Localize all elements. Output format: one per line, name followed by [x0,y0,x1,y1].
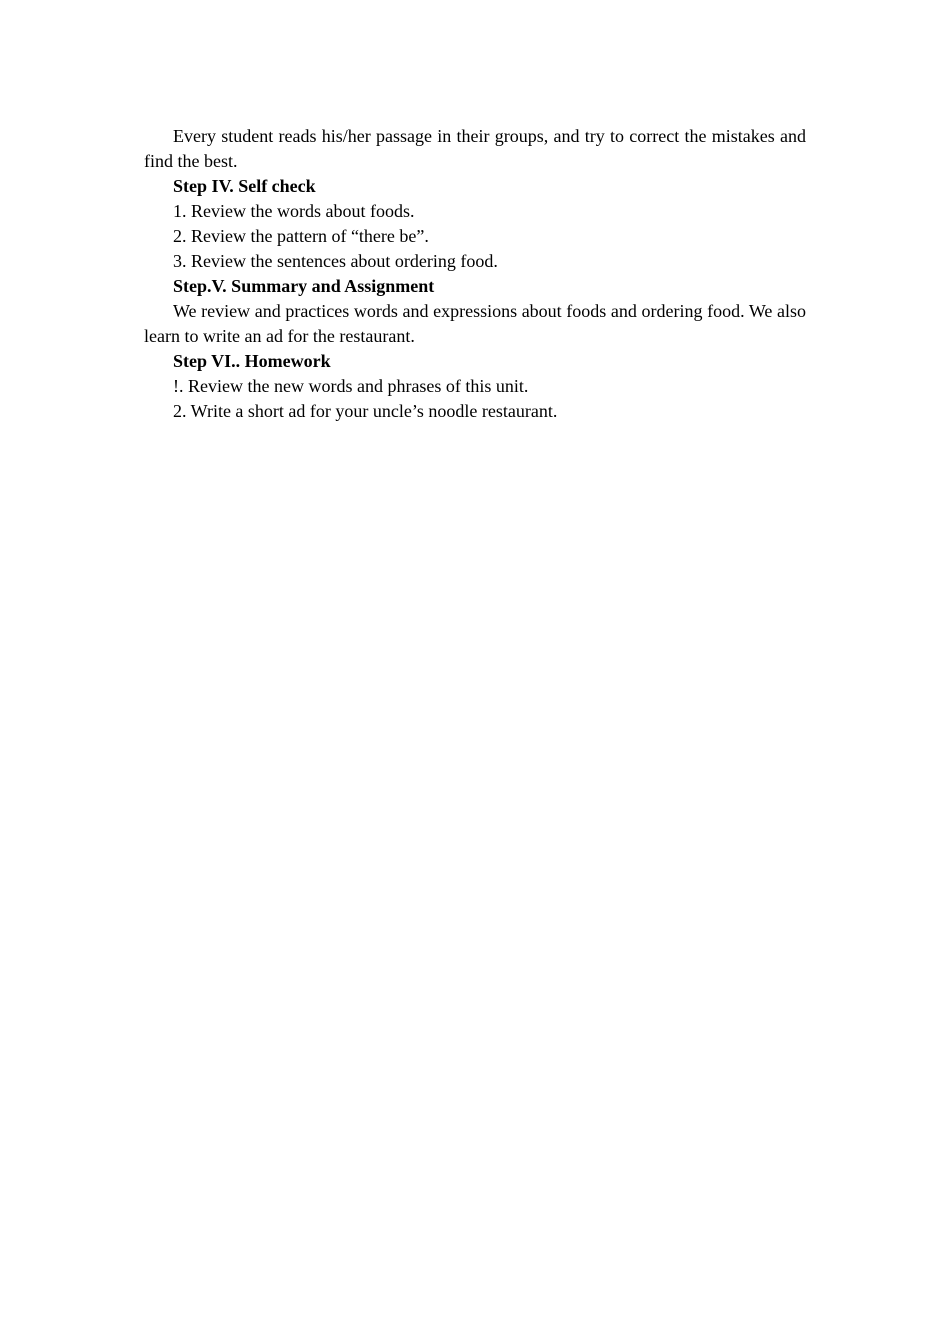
step-v-heading: Step.V. Summary and Assignment [173,276,435,296]
summary-paragraph: We review and practices words and expressions about foods and ordering food. We also learn to write an ad for the restaurant. [144,301,806,346]
step-vi-heading: Step VI.. Homework [173,351,331,371]
step-iv-heading: Step IV. Self check [173,176,316,196]
intro-paragraph: Every student reads his/her passage in their groups, and try to correct the mistakes and find the best. [144,126,806,171]
document-body [144,124,806,424]
homework-item: !. Review the new words and phrases of this unit. [173,376,529,396]
homework-item: 2. Write a short ad for your uncle’s noodle restaurant. [173,401,558,421]
self-check-item: 2. Review the pattern of “there be”. [173,226,429,246]
self-check-item: 1. Review the words about foods. [173,201,415,221]
self-check-item: 3. Review the sentences about ordering food. [173,251,498,271]
